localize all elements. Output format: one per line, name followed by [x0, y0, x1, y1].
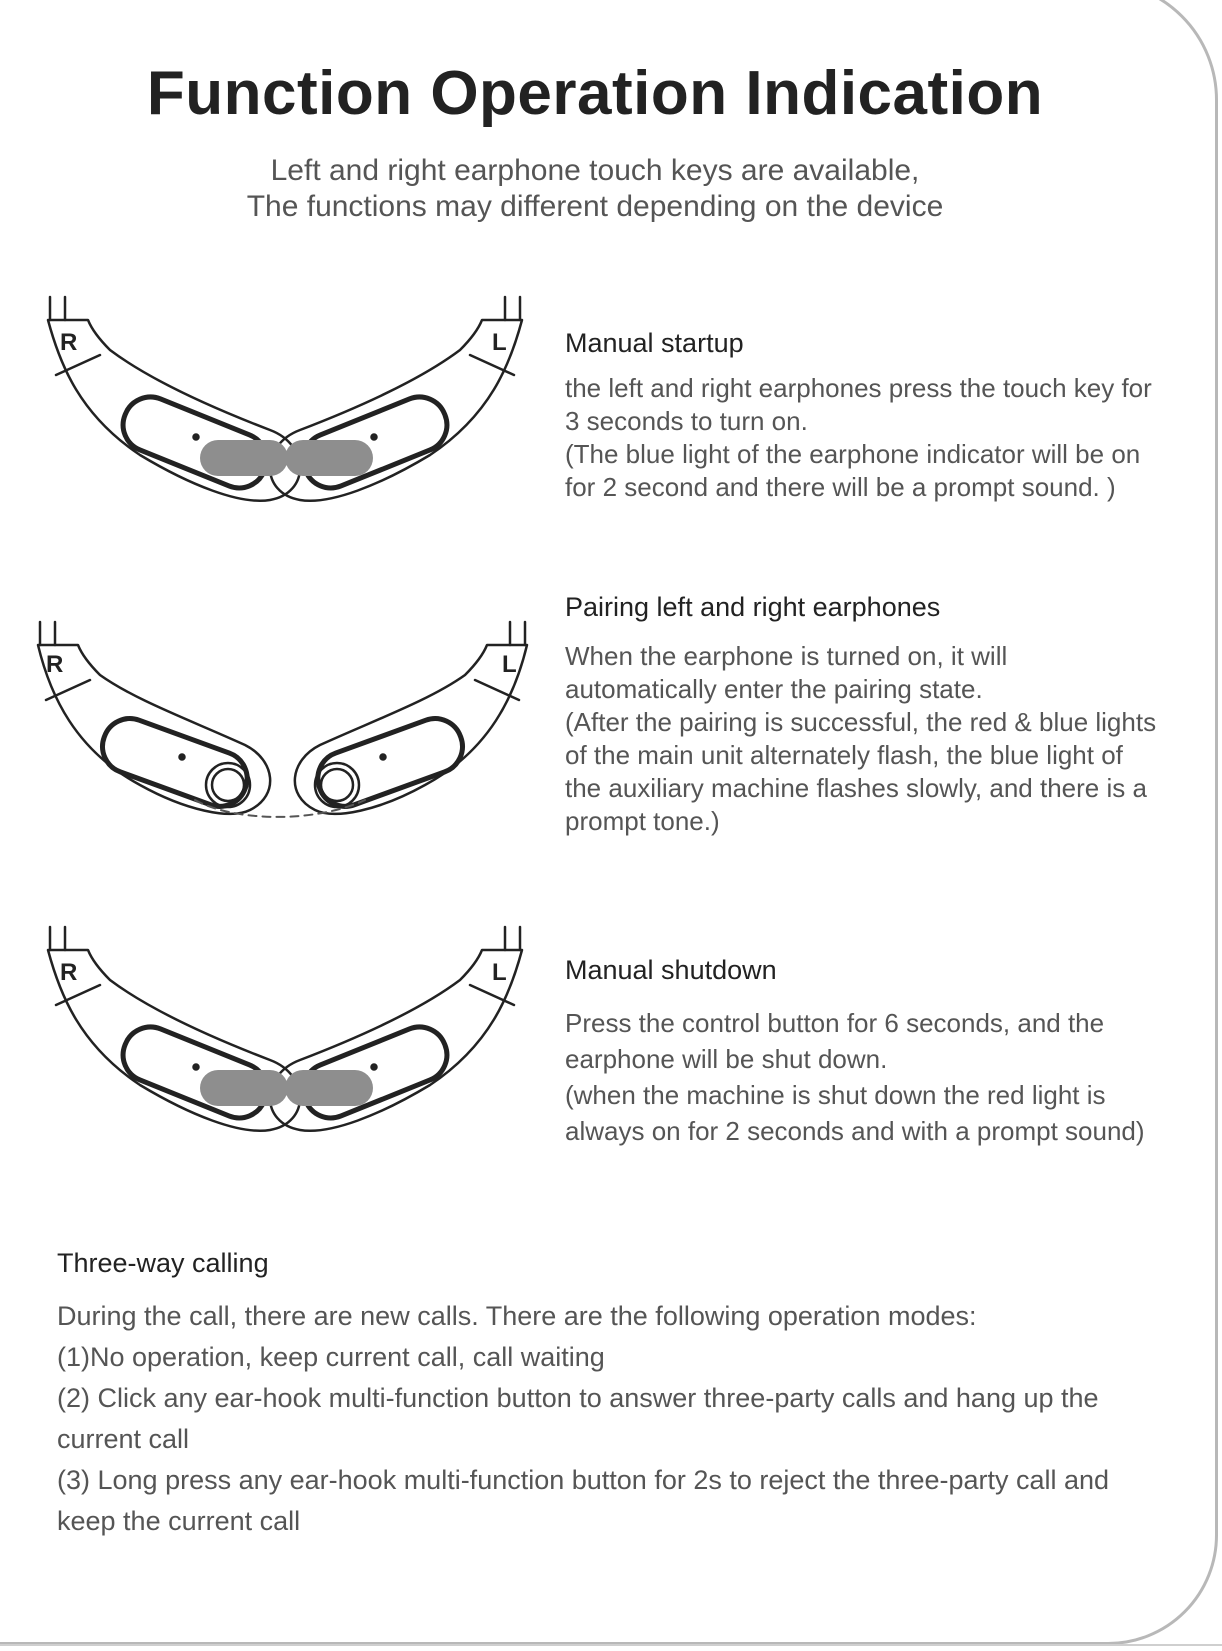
section-heading-pairing: Pairing left and right earphones	[565, 592, 941, 622]
left-label: L	[492, 959, 507, 986]
page-title: Function Operation Indication	[146, 59, 1044, 128]
left-label: L	[502, 651, 517, 678]
section-heading-shutdown: Manual shutdown	[565, 955, 777, 985]
left-label: L	[492, 329, 507, 356]
earphones-shutdown-illustration	[20, 925, 550, 1165]
three-way-heading: Three-way calling	[57, 1248, 269, 1278]
subtitle-line-1: Left and right earphone touch keys are available,	[270, 154, 920, 187]
right-label: R	[60, 329, 78, 356]
three-way-body: During the call, there are new calls. There are the following operation modes: (1)No operation, keep current call, call waiting (2) Click any ear-hook multi-function button to answer three-party calls and hang up the current call (3) Long press any ear-hook multi-function button for 2s to reject the three-party call and keep the current call	[57, 1301, 1110, 1536]
right-label: R	[46, 651, 64, 678]
right-label: R	[60, 959, 78, 986]
section-body-pairing: When the earphone is turned on, it will automatically enter the pairing state. (After the pairing is successful, the red & blue lights of the main unit alternately flash, the blue light of the auxiliary machine flashes slowly, and there is a prompt tone.)	[565, 641, 1157, 836]
section-body-startup: the left and right earphones press the touch key for 3 seconds to turn on. (The blue light of the earphone indicator will be on for 2 second and there will be a prompt sound. )	[565, 373, 1152, 502]
earphones-pairing-illustration	[20, 620, 550, 860]
bottom-divider	[0, 1644, 1222, 1646]
section-body-shutdown: Press the control button for 6 seconds, and the earphone will be shut down. (when the machine is shut down the red light is always on for 2 seconds and with a prompt sound)	[565, 1008, 1145, 1146]
subtitle-line-2: The functions may different depending on the device	[246, 190, 944, 223]
section-heading-startup: Manual startup	[565, 328, 744, 358]
earphones-startup-illustration	[20, 295, 550, 535]
